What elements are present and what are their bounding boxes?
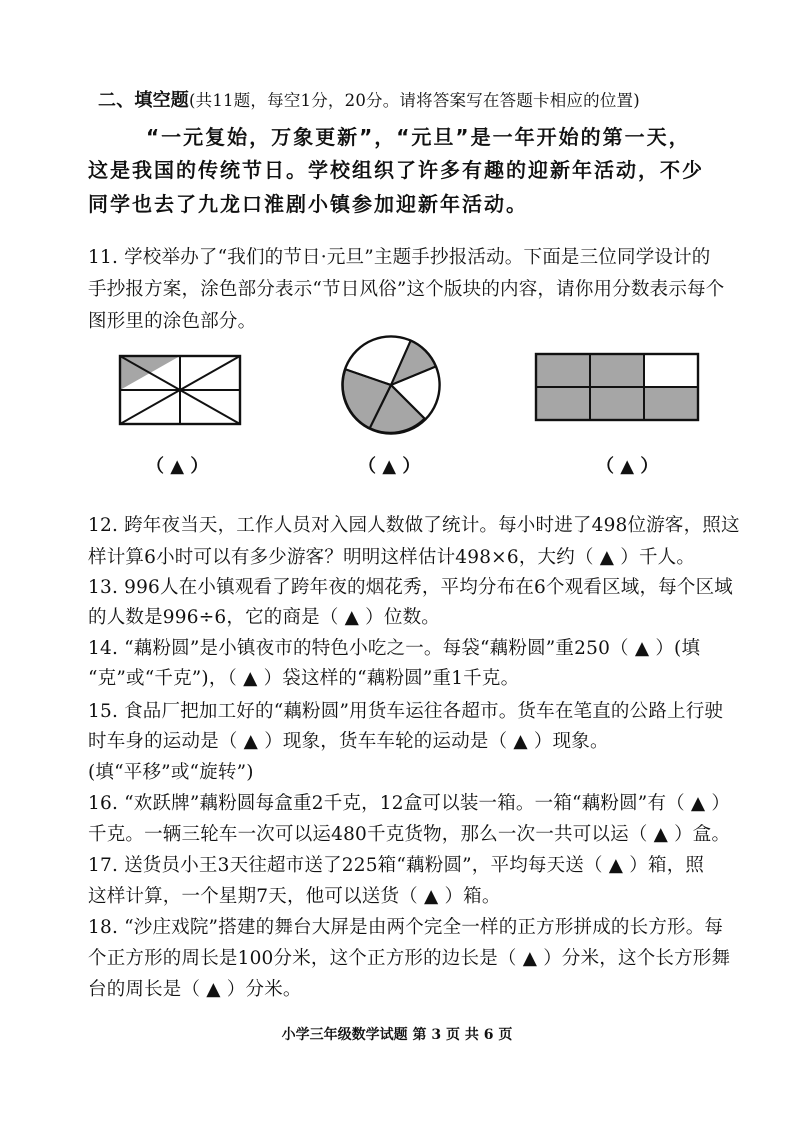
question-line: 16. “欢跃牌”藕粉圆每盒重2千克，12盒可以装一箱。一箱“藕粉圆”有（ ▲ ） [88, 793, 731, 814]
question-line: 台的周长是（ ▲ ）分米。 [88, 979, 302, 1000]
answer-blank-3[interactable]: （ ▲ ） [596, 456, 659, 477]
figure-rectangle-cells [534, 352, 700, 422]
intro-line-1: “一元复始，万象更新”，“元旦”是一年开始的第一天， [146, 125, 691, 149]
intro-line-3: 同学也去了九龙口淮剧小镇参加迎新年活动。 [88, 192, 528, 216]
shaded-cell [590, 387, 644, 420]
section-title-label: 二、填空题 [98, 90, 189, 111]
q11-line-3: 图形里的涂色部分。 [88, 311, 257, 332]
q11-line-2: 手抄报方案，涂色部分表示“节日风俗”这个版块的内容，请你用分数表示每个 [88, 279, 725, 300]
question-line: 18. “沙庄戏院”搭建的舞台大屏是由两个完全一样的正方形拼成的长方形。每 [88, 917, 724, 938]
question-line: 时车身的运动是（ ▲ ）现象，货车车轮的运动是（ ▲ ）现象。 [88, 731, 609, 752]
section-title [98, 86, 640, 112]
section-note: (共11题，每空1分，20分。请将答案写在答题卡相应的位置) [189, 91, 640, 110]
question-line: 这样计算，一个星期7天，他可以送货（ ▲ ）箱。 [88, 886, 501, 907]
question-line: 12. 跨年夜当天，工作人员对入园人数做了统计。每小时进了498位游客，照这 [88, 515, 740, 536]
question-line: 13. 996人在小镇观看了跨年夜的烟花秀，平均分布在6个观看区域，每个区域 [88, 577, 733, 598]
question-line: “克”或“千克”)，（ ▲ ）袋这样的“藕粉圆”重1千克。 [88, 668, 520, 689]
question-line: (填“平移”或“旋转”) [88, 762, 254, 783]
page-footer: 小学三年级数学试题 第 3 页 共 6 页 [281, 1027, 513, 1043]
question-line: 15. 食品厂把加工好的“藕粉圆”用货车运往各超市。货车在笔直的公路上行驶 [88, 701, 724, 722]
question-line: 17. 送货员小王3天往超市送了225箱“藕粉圆”，平均每天送（ ▲ ）箱，照 [88, 855, 705, 876]
answer-blank-1[interactable]: （ ▲ ） [146, 456, 209, 477]
question-line: 个正方形的周长是100分米，这个正方形的边长是（ ▲ ）分米，这个长方形舞 [88, 948, 731, 969]
question-line: 的人数是996÷6，它的商是（ ▲ ）位数。 [88, 607, 440, 628]
shaded-cell [536, 387, 590, 420]
answer-blank-2[interactable]: （ ▲ ） [358, 456, 421, 477]
figure-circle-sectors [340, 334, 442, 436]
q11-line-1: 11. 学校举办了“我们的节日·元旦”主题手抄报活动。下面是三位同学设计的 [88, 247, 711, 268]
question-line: 千克。一辆三轮车一次可以运480千克货物，那么一次一共可以运（ ▲ ）盒。 [88, 824, 731, 845]
shaded-cell [536, 354, 590, 387]
shaded-sector [391, 340, 436, 385]
shaded-cell [644, 387, 698, 420]
question-line: 样计算6小时可以有多少游客？明明这样估计498×6，大约（ ▲ ）千人。 [88, 547, 696, 568]
question-line: 14. “藕粉圆”是小镇夜市的特色小吃之一。每袋“藕粉圆”重250（ ▲ ）(填 [88, 638, 701, 659]
figure-rectangle-triangles [118, 354, 242, 426]
intro-line-2: 这是我国的传统节日。学校组织了许多有趣的迎新年活动，不少 [88, 158, 704, 182]
shaded-cell [590, 354, 644, 387]
